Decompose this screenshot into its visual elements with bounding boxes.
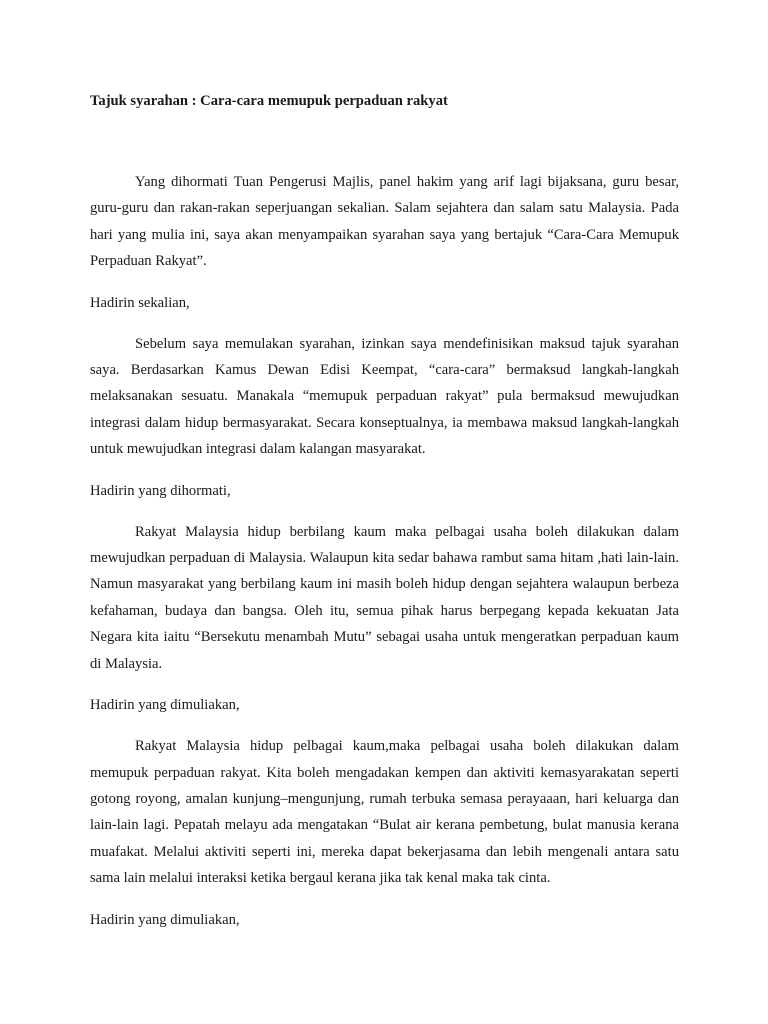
greeting-line: Hadirin yang dihormati, xyxy=(90,482,231,499)
greeting-line: Hadirin yang dimuliakan, xyxy=(90,911,240,928)
paragraph-activities: Rakyat Malaysia hidup pelbagai kaum,maka pelbagai usaha boleh dilakukan dalam memupuk perpaduan rakyat. Kita boleh mengadakan kempen dan aktiviti kemasyarakatan seperti gotong royong, amalan kunjung–mengunjung, rumah terbuka semasa perayaaan, hari keluarga dan lain-lain lagi. Pepatah melayu ada mengatakan “Bulat air kerana pembetung, bulat manusia kerana muafakat. Melalui aktiviti seperti ini, mereka dapat bekerjasama dan lebih mengenali antara satu sama lain melalui interaksi ketika bergaul kerana jika tak kenal maka tak cinta. xyxy=(90,738,679,887)
greeting-line: Hadirin yang dimuliakan, xyxy=(90,697,240,714)
document-title: Tajuk syarahan : Cara-cara memupuk perpaduan rakyat xyxy=(90,93,448,109)
paragraph-definition: Sebelum saya memulakan syarahan, izinkan saya mendefinisikan maksud tajuk syarahan saya. Berdasarkan Kamus Dewan Edisi Keempat, “cara-cara” bermaksud langkah-langkah melaksanakan sesuatu. Manakala “memupuk perpaduan rakyat” pula bermaksud mewujudkan integrasi dalam hidup bermasyarakat. Secara konseptualnya, ia membawa maksud langkah-langkah untuk mewujudkan integrasi dalam kalangan masyarakat. xyxy=(90,335,679,458)
document-page xyxy=(90,91,679,948)
paragraph-opening: Yang dihormati Tuan Pengerusi Majlis, panel hakim yang arif lagi bijaksana, guru besar, guru-guru dan rakan-rakan seperjuangan sekalian. Salam sejahtera dan salam satu Malaysia. Pada hari yang mulia ini, saya akan menyampaikan syarahan saya yang bertajuk “Cara-Cara Memupuk Perpaduan Rakyat”. xyxy=(90,174,679,270)
paragraph-unity: Rakyat Malaysia hidup berbilang kaum maka pelbagai usaha boleh dilakukan dalam mewujudkan perpaduan di Malaysia. Walaupun kita sedar bahawa rambut sama hitam ,hati lain-lain. Namun masyarakat yang berbilang kaum ini masih boleh hidup dengan sejahtera walaupun berbeza kefahaman, budaya dan bangsa. Oleh itu, semua pihak harus berpegang kepada kekuatan Jata Negara kita iaitu “Bersekutu menambah Mutu” sebagai usaha untuk mengeratkan perpaduan kaum di Malaysia. xyxy=(90,523,679,672)
greeting-line: Hadirin sekalian, xyxy=(90,294,190,311)
